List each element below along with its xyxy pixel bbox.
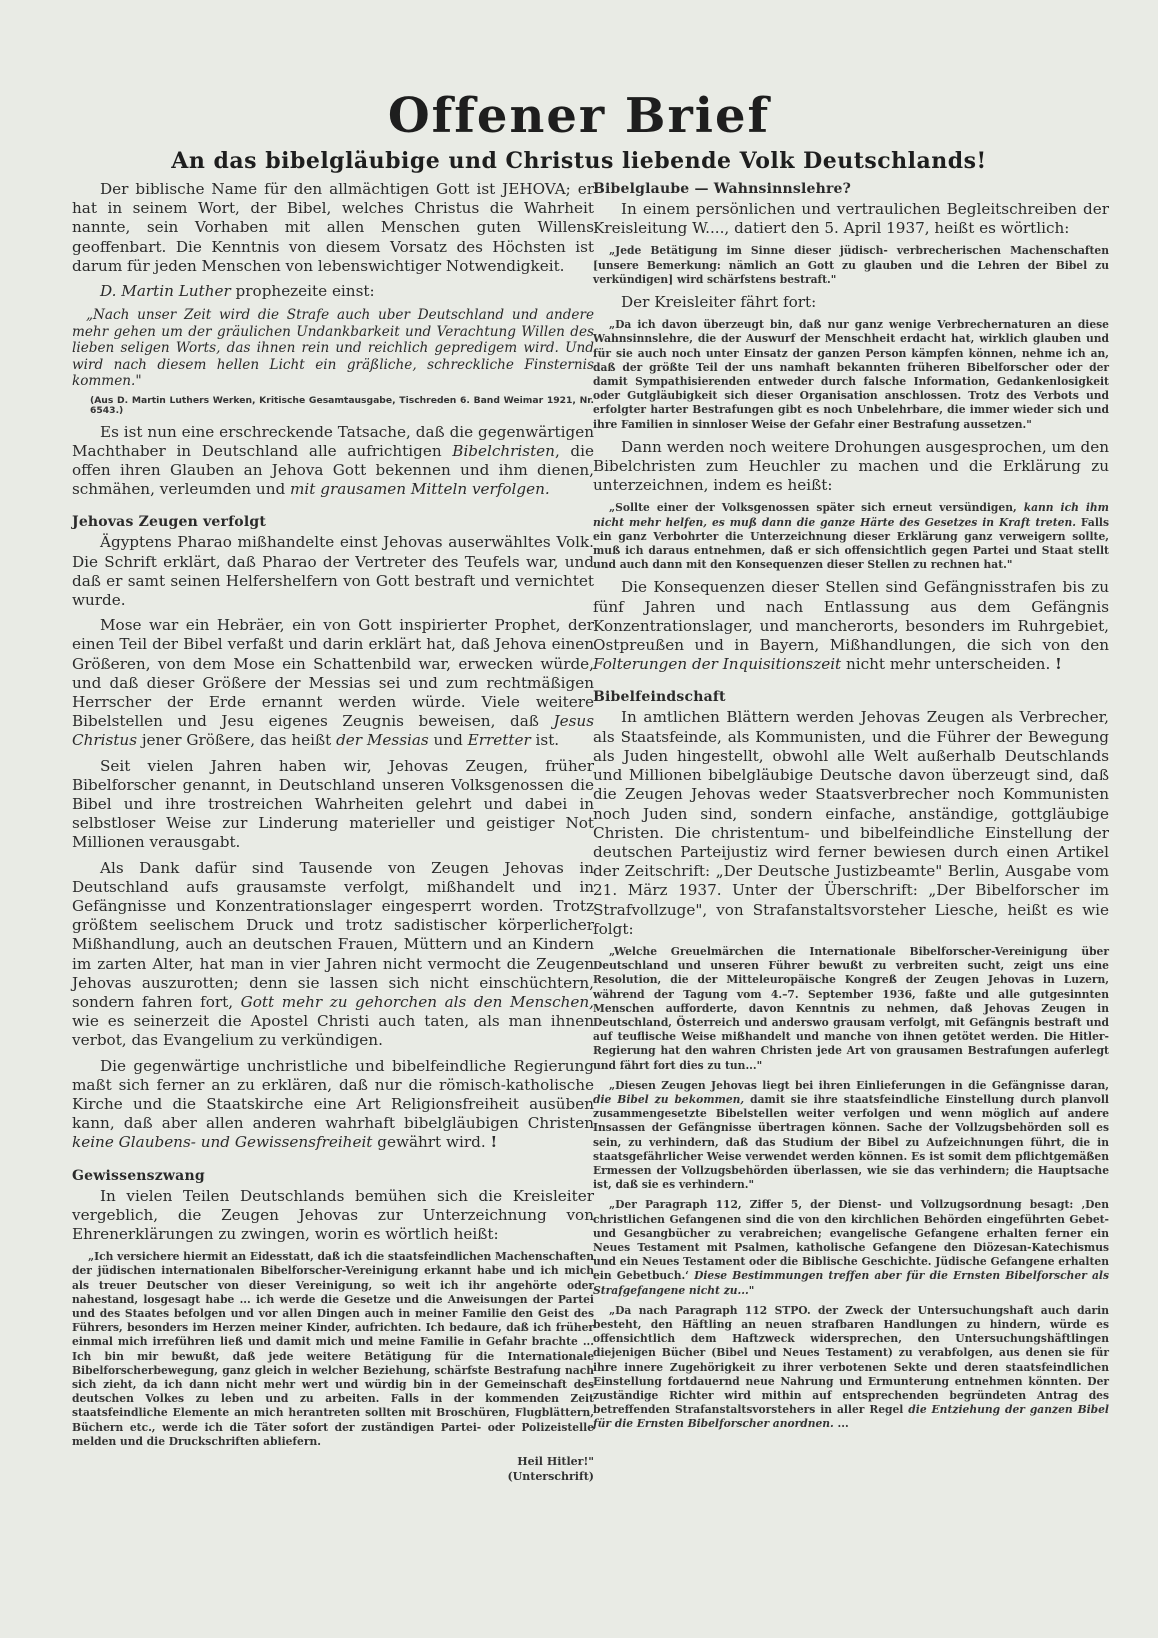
oath-signature: Heil Hitler!" (Unterschrift) — [507, 1455, 594, 1483]
oath-quote: „Ich versichere hiermit an Eidesstatt, daß ich die staatsfeindlichen Machenschaften der jüdischen internationalen Bibelforscher-Vereinigung erkannt habe und ich mich als treuer Deutscher von dieser Vereinigung, so weit ich ihr angehörte oder nahestand, losgesagt habe ... ich werde die Gesetze und die Anweisungen der Partei und des Staates befolgen und vor allen Dingen auch in meiner Familie den Geist des Führers, besonders im Herzen meiner Kinder, aufrichten. Ich bedaure, daß ich früher einmal mich irreführen ließ und damit mich und meine Familie in Gefahr brachte ... Ich bin mir bewußt, daß jede weitere Betätigung für die Internationale Bibelforscherbewegung, ganz gleich in welcher Beziehung, schärfste Bestrafung nach sich zieht, da ich dann nicht mehr wert und würdig bin in der Gemeinschaft des deutschen Volkes zu leben und zu arbeiten. Falls in der kommenden Zeit staatsfeindliche Elemente an mich herantreten sollten mit Broschüren, Flugblättern, Büchern etc., werde ich die Täter sofort der zuständigen Partei- oder Polizeistelle melden und die Druckschriften abliefern. — [72, 1250, 594, 1448]
egypt-paragraph: Ägyptens Pharao mißhandelte einst Jehovas auserwähltes Volk. Die Schrift erklärt, daß Pharao der Vertreter des Teufels war, und daß er samt seinen Helfershelfern von Gott bestraft und vernichtet wurde. — [72, 533, 594, 609]
official-papers-paragraph: In amtlichen Blättern werden Jehovas Zeugen als Verbrecher, als Staatsfeinde, als Kommunisten, und die Führer der Bewegung als Juden hingestellt, obwohl alle Welt außerhalb Deutschlands und Millionen bibelgläubige Deutsche davon überzeugt sind, daß die Zeugen Jehovas weder Staatsverbrecher noch Kommunisten noch Juden sind, sondern einfache, anständige, gottgläubige Christen. Die christentum- und bibelfeindliche Einstellung der deutschen Parteijustiz wird ferner bewiesen durch einen Artikel der Zeitschrift: „Der Deutsche Justizbeamte" Berlin, Ausgabe vom 21. März 1937. Unter der Überschrift: „Der Bibelforscher im Strafvollzuge", von Strafanstaltsvorsteher Liesche, heißt es wie folgt: — [593, 708, 1109, 938]
section-heading-witnesses-persecuted: Jehovas Zeugen verfolgt — [72, 514, 267, 531]
left-column — [72, 180, 594, 1490]
continues-paragraph: Der Kreisleiter fährt fort: — [621, 293, 817, 312]
consequences-paragraph: Die Konsequenzen dieser Stellen sind Gefängnisstrafen bis zu fünf Jahren und nach Entlassung aus dem Gefängnis Konzentrationslager, und mancherorts, besonders im Ruhrgebiet, Ostpreußen und in Bayern, Mißhandlungen, die sich von den Folterungen der Inquisitionszeit nicht mehr unterscheiden. ! — [593, 578, 1109, 674]
luther-name: D. Martin Luther — [100, 282, 231, 301]
right-column — [593, 180, 1109, 1438]
quote-threat: „Sollte einer der Volksgenossen später sich erneut versündigen, kann ich ihm nicht mehr helfen, es muß dann die ganze Härte des Gesetzes in Kraft treten. Falls ein ganz Verbohrter die Unterzeichnung dieser Erklärung ganz verweigern sollte, muß ich daraus entnehmen, daß er sich offensichtlich gegen Partei und Staat stellt und auch dann mit den Konsequenzen dieser Stellen zu rechnen hat." — [593, 501, 1109, 572]
luther-source: (Aus D. Martin Luthers Werken, Kritische Gesamtausgabe, Tischreden 6. Band Weimar 1921, Nr. 6543.) — [90, 394, 594, 417]
government-paragraph: Die gegenwärtige unchristliche und bibelfeindliche Regierung maßt sich ferner an zu erklären, daß nur die römisch-katholische Kirche und die Staatskirche eine Art Religionsfreiheit ausüben kann, daß aber allen anderen wahrhaft bibelgläubigen Christen keine Glaubens- und Gewissensfreiheit gewährt wird. ! — [72, 1056, 594, 1152]
fact-paragraph: Es ist nun eine erschreckende Tatsache, daß die gegenwärtigen Machthaber in Deutschland alle aufrichtigen Bibelchristen, die offen ihren Glauben an Jehova Gott bekennen und ihm dienen, schmähen, verleumden und mit grausamen Mitteln verfolgen. — [72, 422, 594, 499]
luther-quote: „Nach unser Zeit wird die Strafe auch uber Deutschland und andere mehr gehen um der gräulichen Undankbarkeit und Verachtung Willen des lieben seligen Worts, das ihnen rein und reichlich gepredigет wird. Und wird nach diesem hellen Licht ein gräßliche, schreckliche Finsternis kommen." — [72, 307, 594, 390]
document-title: Offener Brief — [387, 88, 771, 144]
letter-paragraph: In einem persönlichen und vertraulichen Begleitschreiben der Kreisleitung W...., datiert den 5. April 1937, heißt es wörtlich: — [593, 200, 1109, 238]
section-heading-coercion: Gewissenszwang — [72, 1167, 205, 1184]
document-subtitle: An das bibelgläubige und Christus liebende Volk Deutschlands! — [171, 148, 987, 174]
quote-paragraph-112: „Der Paragraph 112, Ziffer 5, der Dienst- und Vollzugsordnung besagt: ‚Den christlichen Gefangenen sind die von den kirchlichen Behörden eingeführten Gebet- und Gesangbücher zu verabreichen; evangelische Gefangene erhalten ferner ein Neues Testament mit Psalmen, katholische Gefangene den Diözesan-Katechismus und ein Neues Testament oder die Biblische Geschichte. Jüdische Gefangene erhalten ein Gebetbuch.‘ Diese Bestimmungen treffen aber für die Ernsten Bibelforscher als Strafgefangene nicht zu..." — [593, 1198, 1110, 1297]
intro-paragraph: Der biblische Name für den allmächtigen Gott ist JEHOVA; er hat in seinem Wort, der Bibel, welches Christus die Wahrheit nannte, sein Vorhaben mit allen Menschen guten Willens geoffenbart. Die Kenntnis von diesem Vorsatz des Höchsten ist darum für jeden Menschen von lebenswichtiger Notwendigkeit. — [72, 180, 594, 275]
thanks-paragraph: Als Dank dafür sind Tausende von Zeugen Jehovas in Deutschland aufs grausamste verfolgt, mißhandelt und in Gefängnisse und Konzentrationslager eingesperrt worden. Trotz größtem seelischem Druck und trotz sadistischer körperlicher Mißhandlung, auch an deutschen Frauen, Müttern und an Kindern im zarten Alter, hat man in vier Jahren nicht vermocht die Zeugen Jehovas auszurotten; denn sie lassen sich nicht einschüchtern, sondern fahren fort, Gott mehr zu gehorchen als den Menschen, wie es seinerzeit die Apostel Christi auch taten, als man ihnen verbot, das Evangelium zu verkündigen. — [72, 858, 594, 1050]
quote-activity-punished: „Jede Betätigung im Sinne dieser jüdisch- verbrecherischen Machenschaften [unsere Bemerkung: nämlich an Gott zu glauben und die Lehren der Bibel zu verkündigen] wird schärfstens bestraft." — [593, 244, 1109, 286]
quote-bible-prison: „Diesen Zeugen Jehovas liegt bei ihren Einlieferungen in die Gefängnisse daran, die Bibel zu bekommen, damit sie ihre staatsfeindliche Einstellung durch planvoll zusammengesetzte Bibelstellen weiter verfolgen und wenn möglich auf andere Insassen der Gefängnisse übertragen können. Sache der Vollzugsbehörden soll es sein, zu verhindern, daß das Studium der Bibel zu Aufzeichnungen führt, die in staatsgefährlicher Weise verwendet werden können. Es ist somit dem pflichtgemäßen Ermessen der Vollzugsbehörden überlassen, wie sie das verhindern; die Hauptsache ist, daß sie es verhindern." — [593, 1078, 1109, 1192]
threats-paragraph: Dann werden noch weitere Drohungen ausgesprochen, um den Bibelchristen zum Heuchler zu machen und die Erklärung zu unterzeichnen, indem es heißt: — [593, 437, 1109, 495]
luther-lead: D. Martin Luther prophezeite einst: — [100, 282, 375, 301]
kreisleiter-paragraph: In vielen Teilen Deutschlands bemühen sich die Kreisleiter vergeblich, die Zeugen Jehovas zur Unterzeichnung von Ehrenerklärungen zu zwingen, worin es wörtlich heißt: — [72, 1186, 594, 1244]
section-heading-bible-hostility: Bibelfeindschaft — [593, 689, 726, 706]
moses-paragraph: Mose war ein Hebräer, ein von Gott inspirierter Prophet, der einen Teil der Bibel verfaßt und darin erklärt hat, daß Jehova einen Größeren, von dem Mose ein Schattenbild war, erwecken würde, und daß dieser Größere der Messias sei und zum rechtmäßigen Herrscher der Erde ernannt werden würde. Viele weitere Bibelstellen und Jesu eigenes Zeugnis beweisen, daß Jesus Christus jener Größere, das heißt der Messias und Erretter ist. — [72, 616, 594, 750]
years-paragraph: Seit vielen Jahren haben wir, Jehovas Zeugen, früher Bibelforscher genannt, in Deutschland unseren Volksgenossen die Bibel und ihre trostreichen Wahrheiten gelehrt und dabei in selbstloser Weise zur Linderung materieller und geistiger Not Millionen verausgabt. — [72, 756, 594, 852]
section-heading-faith-madness: Bibelglaube — Wahnsinnslehre? — [593, 181, 852, 197]
quote-atrocity: „Welche Greuelmärchen die Internationale Bibelforscher-Vereinigung über Deutschland und unseren Führer bewußt zu verbreiten sucht, zeigt uns eine Resolution, die der Mitteleuropäische Kongreß der Zeugen Jehovas in Luzern, während der Tagung vom 4.–7. September 1936, faßte und alle gutgesinnten Menschen aufforderte, davon Kenntnis zu nehmen, daß Jehovas Zeugen in Deutschland, Österreich und anderswo grausam verfolgt, mit Gefängnis bestraft und auf teuflische Weise mißhandelt und manche von ihnen getötet werden. Die Hitler-Regierung hat den wahren Christen jede Art von grausamen Bestrafungen auferlegt und fährt fort dies zu tun..." — [593, 944, 1109, 1072]
margin-mark: ! — [490, 1133, 498, 1152]
quote-kreisleiter: „Da ich davon überzeugt bin, daß nur ganz wenige Verbrechernaturen an diese Wahnsinnslehre, die der Auswurf der Menschheit erdacht hat, wirklich glauben und für sie auch noch unter Einsatz der ganzen Person kämpfen können, nehme ich an, daß der größte Teil der uns namhaft bekannten früheren Bibelforscher oder der damit Sympathisierenden entweder durch falsche Information, Gedankenlosigkeit oder Gutgläubigkeit sich dieser Organisation anschlossen. Trotz des Verbots und erfolgter harter Bestrafungen gibt es noch Unbelehrbare, die immer wieder sich und ihre Familien in sinnloser Weise der Gefahr einer Bestrafung aussetzen." — [593, 318, 1109, 431]
margin-mark: ! — [1055, 655, 1062, 674]
quote-stpo: „Da nach Paragraph 112 STPO. der Zweck der Untersuchungshaft auch darin besteht, den Häftling an neuen strafbaren Handlungen zu hindern, würde es offensichtlich dem Haftzweck widersprechen, den Untersuchungshäftlingen diejenigen Bücher (Bibel und Neues Testament) zu verabfolgen, aus denen sie für ihre innere Zugehörigkeit zu ihrer verbotenen Sekte und deren staatsfeindlichen Einstellung fortdauernd neue Nahrung und Ermunterung entnehmen könnten. Der zuständige Richter wird mithin auf entsprechenden begründeten Antrag des betreffenden Strafanstaltsvorstehers in aller Regel die Entziehung der ganzen Bibel für die Ernsten Bibelforscher anordnen. ... — [593, 1303, 1109, 1431]
